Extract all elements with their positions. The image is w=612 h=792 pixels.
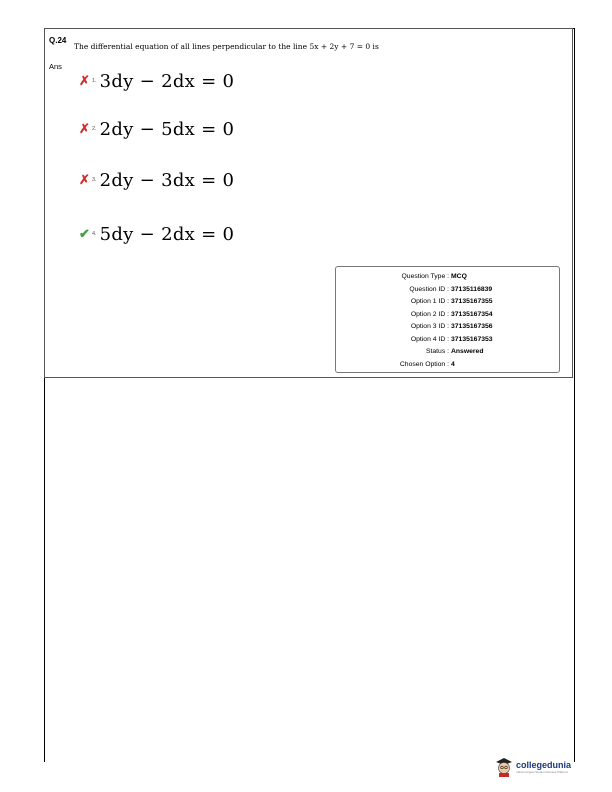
option-number: 1.	[92, 78, 97, 84]
collegedunia-logo	[495, 757, 571, 777]
option-3	[78, 167, 234, 193]
question-info-panel	[335, 266, 560, 373]
cross-icon: ✗	[79, 121, 90, 136]
info-row-question-type	[336, 273, 561, 285]
option-4	[78, 221, 234, 247]
info-key: Question ID :	[409, 285, 449, 293]
mascot-icon	[495, 757, 513, 777]
info-row-option-3-id	[336, 323, 561, 335]
option-expression: 5dy − 2dx = 0	[99, 223, 235, 245]
info-key: Option 1 ID :	[410, 298, 449, 305]
logo-tagline: India's largest Student Review Platform	[516, 770, 569, 774]
option-number: 3.	[92, 177, 97, 183]
info-row-option-1-id	[336, 298, 561, 310]
info-value: 37135167354	[451, 310, 493, 318]
info-key: Status :	[425, 348, 449, 355]
option-1	[78, 68, 234, 94]
answer-label: Ans	[49, 62, 62, 71]
info-key: Chosen Option :	[399, 360, 449, 368]
check-icon: ✔	[79, 226, 90, 241]
info-row-status	[336, 348, 561, 360]
cross-icon: ✗	[79, 172, 90, 187]
option-expression: 2dy − 5dx = 0	[99, 118, 235, 140]
info-row-option-4-id	[336, 336, 561, 348]
option-expression: 3dy − 2dx = 0	[99, 70, 235, 92]
info-value: 4	[451, 360, 455, 368]
info-row-option-2-id	[336, 311, 561, 323]
info-value: MCQ	[451, 273, 467, 280]
info-value: Answered	[451, 348, 484, 355]
info-key: Question Type :	[401, 273, 449, 280]
question-number: Q.24	[49, 36, 67, 45]
page-frame-right	[574, 28, 575, 762]
option-expression: 2dy − 3dx = 0	[99, 169, 235, 191]
info-row-chosen-option	[336, 361, 561, 373]
info-key: Option 3 ID :	[410, 323, 449, 330]
info-key: Option 2 ID :	[410, 310, 449, 318]
option-number: 4.	[92, 231, 97, 237]
cross-icon: ✗	[79, 73, 90, 88]
info-value: 37135167355	[451, 298, 493, 305]
option-2	[78, 116, 234, 142]
option-number: 2.	[92, 126, 97, 132]
info-key: Option 4 ID :	[410, 335, 449, 343]
question-text: The differential equation of all lines perpendicular to the line 5x + 2y + 7 = 0 is	[74, 42, 379, 51]
info-value: 37135116839	[451, 285, 493, 293]
info-row-question-id	[336, 286, 561, 298]
logo-name: collegedunia	[516, 760, 572, 770]
info-value: 37135167353	[451, 335, 493, 343]
info-value: 37135167356	[451, 323, 493, 330]
